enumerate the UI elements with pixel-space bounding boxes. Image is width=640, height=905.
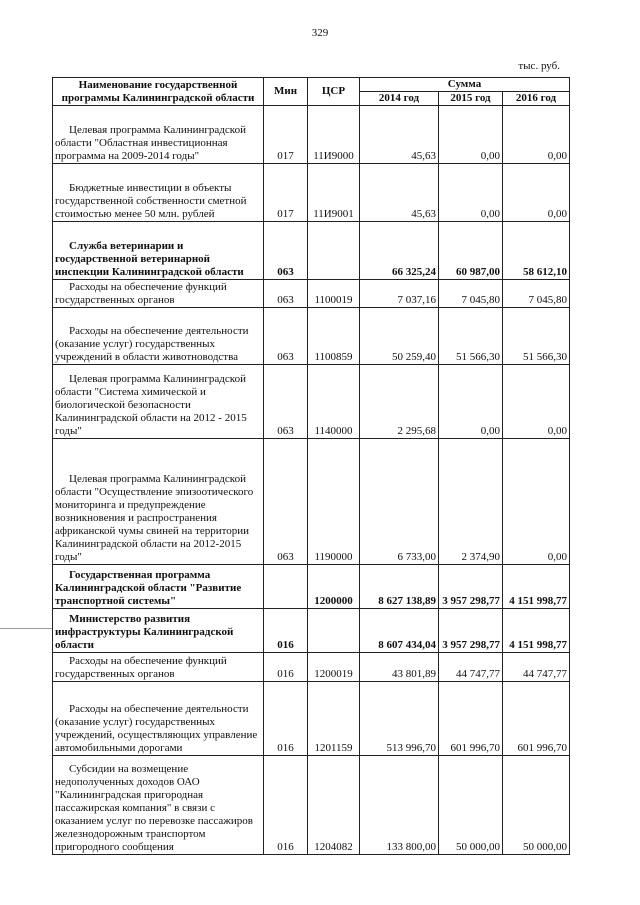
margin-line [0,628,52,629]
row-csr: 1200000 [308,565,360,609]
row-value-2016: 7 045,80 [503,280,570,308]
table-row [53,106,570,164]
header-2015: 2015 год [439,92,503,106]
row-csr: 1201159 [308,682,360,756]
row-value-2014: 45,63 [360,106,439,164]
row-value-2015: 0,00 [439,106,503,164]
row-csr: 1100859 [308,308,360,365]
row-value-2014: 43 801,89 [360,653,439,682]
row-csr: 1200019 [308,653,360,682]
row-value-2015: 601 996,70 [439,682,503,756]
row-csr: 1140000 [308,365,360,439]
row-value-2016: 0,00 [503,106,570,164]
units-label: тыс. руб. [518,60,560,72]
row-value-2015: 0,00 [439,365,503,439]
row-min: 063 [264,222,308,280]
row-csr [308,222,360,280]
row-name: Расходы на обеспечение функций государственных органов [53,280,264,308]
table-row [53,565,570,609]
row-name: Расходы на обеспечение деятельности (оказание услуг) государственных учреждений в области животноводства [53,308,264,365]
row-csr: 1100019 [308,280,360,308]
table-row [53,609,570,653]
row-value-2016: 601 996,70 [503,682,570,756]
table-row [53,439,570,565]
header-2014: 2014 год [360,92,439,106]
row-value-2015: 51 566,30 [439,308,503,365]
row-csr: 1204082 [308,756,360,855]
row-name: Субсидии на возмещение недополученных доходов ОАО "Калининградская пригородная пассажирская компания" в связи с оказанием услуг по перевозке пассажиров железнодорожным транспортом пригородного сообщения [53,756,264,855]
row-value-2016: 51 566,30 [503,308,570,365]
row-min: 017 [264,106,308,164]
row-min [264,565,308,609]
row-name: Служба ветеринарии и государственной ветеринарной инспекции Калининградской области [53,222,264,280]
header-2016: 2016 год [503,92,570,106]
row-value-2016: 4 151 998,77 [503,565,570,609]
row-value-2014: 7 037,16 [360,280,439,308]
row-value-2016: 0,00 [503,164,570,222]
header-name: Наименование государственной программы Калининградской области [53,78,264,106]
table-row [53,653,570,682]
row-value-2014: 8 607 434,04 [360,609,439,653]
row-value-2016: 0,00 [503,365,570,439]
row-min: 016 [264,682,308,756]
row-name: Государственная программа Калининградской области "Развитие транспортной системы" [53,565,264,609]
row-value-2015: 7 045,80 [439,280,503,308]
row-value-2014: 8 627 138,89 [360,565,439,609]
row-value-2014: 50 259,40 [360,308,439,365]
row-value-2014: 513 996,70 [360,682,439,756]
page-number: 329 [311,27,329,39]
header-csr: ЦСР [308,78,360,106]
row-value-2015: 3 957 298,77 [439,609,503,653]
row-name: Целевая программа Калининградской области "Областная инвестиционная программа на 2009-2014 годы" [53,106,264,164]
table-row [53,365,570,439]
budget-table [52,77,570,855]
row-min: 063 [264,308,308,365]
header-sum: Сумма [360,78,570,92]
row-value-2015: 3 957 298,77 [439,565,503,609]
table-row [53,682,570,756]
row-csr: 11И9000 [308,106,360,164]
row-min: 017 [264,164,308,222]
row-value-2015: 44 747,77 [439,653,503,682]
row-value-2015: 0,00 [439,164,503,222]
table-row [53,308,570,365]
row-value-2016: 0,00 [503,439,570,565]
row-name: Бюджетные инвестиции в объекты государственной собственности сметной стоимостью менее 50 млн. рублей [53,164,264,222]
header-min: Мин [264,78,308,106]
row-csr: 11И9001 [308,164,360,222]
row-name: Расходы на обеспечение деятельности (оказание услуг) государственных учреждений, осуществляющих управление автомобильными дорогами [53,682,264,756]
row-csr: 1190000 [308,439,360,565]
row-value-2015: 2 374,90 [439,439,503,565]
row-value-2014: 133 800,00 [360,756,439,855]
row-value-2014: 6 733,00 [360,439,439,565]
row-value-2014: 66 325,24 [360,222,439,280]
row-name: Расходы на обеспечение функций государственных органов [53,653,264,682]
row-min: 063 [264,365,308,439]
row-min: 063 [264,280,308,308]
row-value-2016: 4 151 998,77 [503,609,570,653]
row-value-2016: 44 747,77 [503,653,570,682]
row-csr [308,609,360,653]
row-value-2015: 50 000,00 [439,756,503,855]
row-name: Министерство развития инфраструктуры Калининградской области [53,609,264,653]
row-value-2015: 60 987,00 [439,222,503,280]
row-value-2014: 2 295,68 [360,365,439,439]
row-min: 016 [264,609,308,653]
row-min: 016 [264,756,308,855]
row-name: Целевая программа Калининградской области "Система химической и биологической безопасности Калининградской области на 2012 - 2015 годы" [53,365,264,439]
row-value-2016: 50 000,00 [503,756,570,855]
row-min: 063 [264,439,308,565]
table-row [53,280,570,308]
row-min: 016 [264,653,308,682]
table-row [53,222,570,280]
row-value-2016: 58 612,10 [503,222,570,280]
table-row [53,756,570,855]
row-name: Целевая программа Калининградской области "Осуществление эпизоотического мониторинга и предупреждение возникновения и распространения африканской чумы свиней на территории Калининградской области на 2012-2015 годы" [53,439,264,565]
table-row [53,164,570,222]
row-value-2014: 45,63 [360,164,439,222]
